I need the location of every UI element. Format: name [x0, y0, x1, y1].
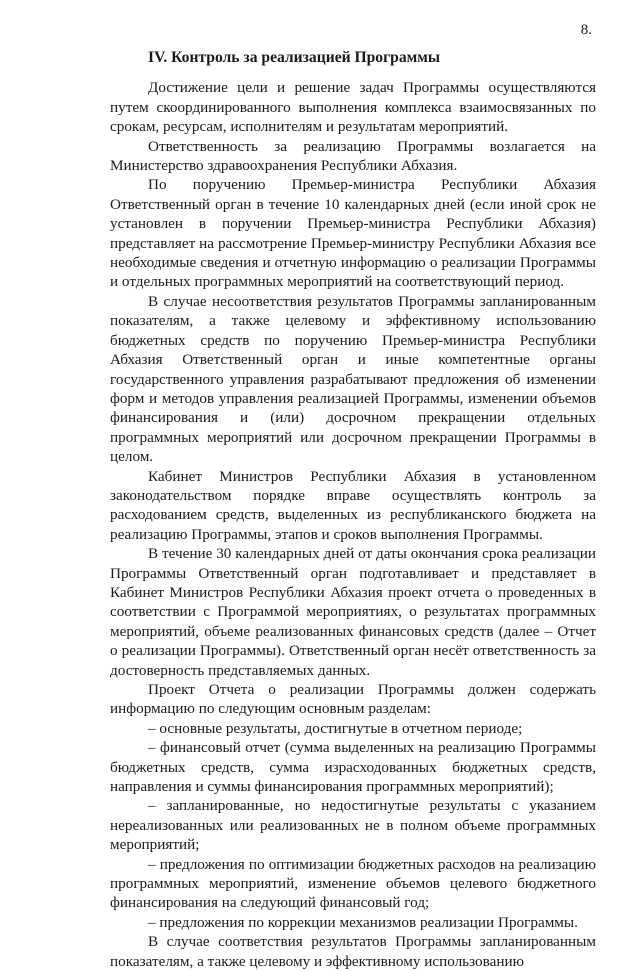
- paragraph: Кабинет Министров Республики Абхазия в установленном законодательством порядке вправе осуществлять контроль за расходованием средств, выделенных из республиканского бюджета на реализацию Программы, этапов и сроков выполнения Программы.: [110, 467, 596, 543]
- list-item: – предложения по коррекции механизмов реализации Программы.: [148, 913, 578, 931]
- paragraph: В случае несоответствия результатов Программы запланированным показателям, а также целевому и эффективному использованию бюджетных средств по поручению Премьер-министра Республики Абхазия Ответственный орган и иные компетентные органы государственного управления разрабатывают предложения об изменении форм и методов управления реализацией Программы, изменении объемов финансирования и (или) досрочном прекращении отдельных программных мероприятий или досрочном прекращении Программы в целом.: [110, 292, 596, 466]
- paragraph: В случае соответствия результатов Программы запланированным показателям, а также целевому и эффективному использованию: [110, 933, 596, 970]
- document-body: [110, 48, 596, 971]
- paragraph: Ответственность за реализацию Программы возлагается на Министерство здравоохранения Республики Абхазия.: [110, 137, 596, 175]
- paragraph: В течение 30 календарных дней от даты окончания срока реализации Программы Ответственный орган подготавливает и представляет в Кабинет Министров Республики Абхазия проект отчета о проведенных в соответствии с Программой мероприятиях, о результатах программных мероприятий, объеме реализованных финансовых средств (далее – Отчет о реализации Программы). Ответственный орган несёт ответственность за достоверность представляемых данных.: [110, 545, 596, 679]
- list-item: – предложения по оптимизации бюджетных расходов на реализацию программных мероприятий, изменение объемов целевого бюджетного финансирования на следующий финансовый год;: [110, 855, 596, 912]
- paragraph: По поручению Премьер-министра Республики Абхазия Ответственный орган в течение 10 календарных дней (если иной срок не установлен в поручении Премьер-министра Республики Абхазия) представляет на рассмотрение Премьер-министру Республики Абхазия все необходимые сведения и отчетную информацию о реализации Программы и отдельных программных мероприятий на соответствующий период.: [110, 176, 596, 291]
- list-item: – запланированные, но недостигнутые результаты с указанием нереализованных или реализованных не в полном объеме программных мероприятий;: [110, 797, 596, 854]
- paragraph: Достижение цели и решение задач Программы осуществляются путем скоординированного выполнения комплекса взаимосвязанных по срокам, ресурсам, исполнителям и результатам мероприятий.: [110, 79, 596, 136]
- page-number: 8.: [580, 22, 592, 38]
- paragraph: Проект Отчета о реализации Программы должен содержать информацию по следующим основным разделам:: [110, 681, 596, 718]
- list-item: – основные результаты, достигнутые в отчетном периоде;: [148, 719, 523, 737]
- list-item: – финансовый отчет (сумма выделенных на реализацию Программы бюджетных средств, сумма израсходованных бюджетных средств, направления и суммы финансирования программных мероприятий);: [110, 739, 596, 796]
- section-heading: IV. Контроль за реализацией Программы: [148, 49, 441, 66]
